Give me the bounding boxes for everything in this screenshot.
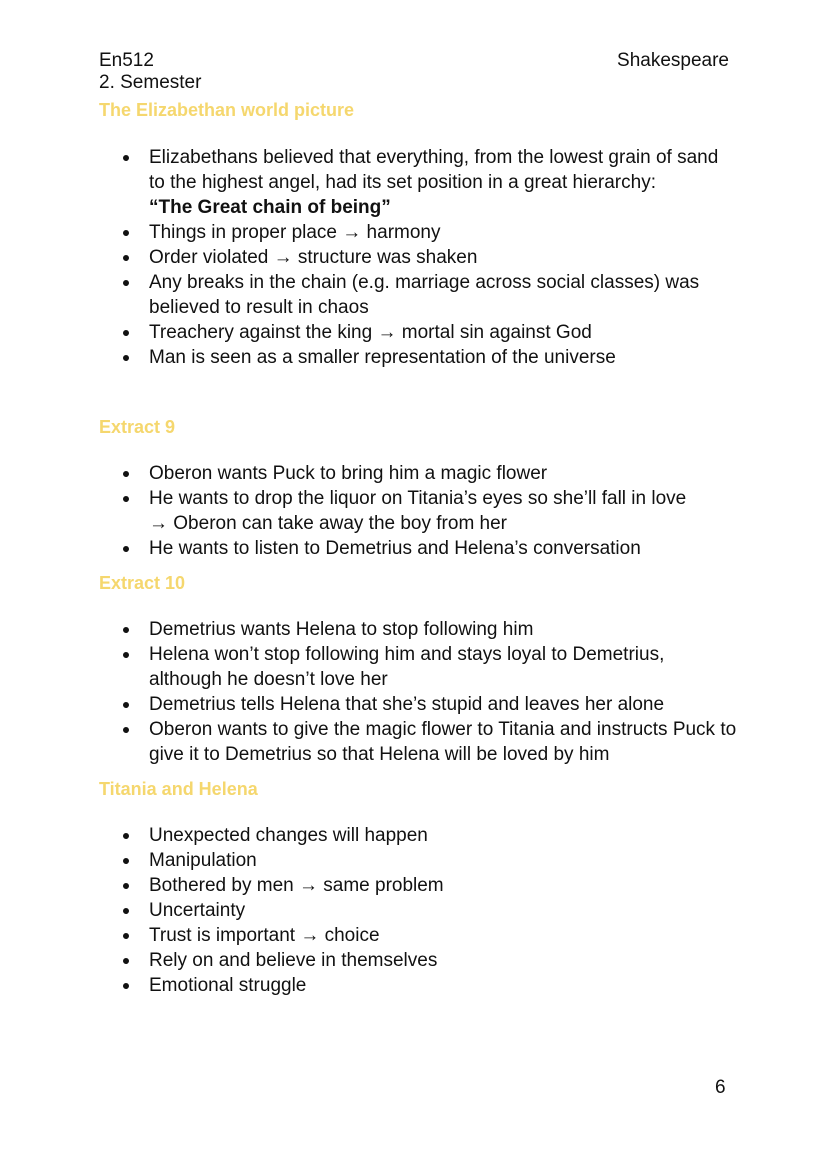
section-heading-extract-9: Extract 9: [99, 417, 176, 437]
list-item: [99, 973, 739, 998]
list-item-text: Things in proper place → harmony: [149, 222, 441, 243]
list-item-text: Oberon wants Puck to bring him a magic flower: [149, 463, 548, 484]
bullet-icon: [123, 546, 129, 552]
section-heading-elizabethan-world-picture: The Elizabethan world picture: [99, 100, 355, 120]
list-item: [99, 270, 739, 320]
bullet-icon: [123, 983, 129, 989]
bullet-list-extract-10: [99, 617, 739, 767]
bullet-icon: [123, 330, 129, 336]
list-item-text: Unexpected changes will happen: [149, 825, 428, 846]
list-item: [99, 461, 739, 486]
list-item-text: Treachery against the king → mortal sin against God: [149, 322, 592, 343]
section-heading-titania-and-helena: Titania and Helena: [99, 779, 258, 799]
list-item: [99, 873, 739, 898]
bullet-icon: [123, 652, 129, 658]
list-item: [99, 717, 739, 767]
list-item: [99, 245, 739, 270]
list-item: [99, 320, 739, 345]
list-item-text: Oberon wants to give the magic flower to Titania and instructs Puck to give it to Demetrius so that Helena will be loved by him: [149, 719, 737, 765]
bullet-icon: [123, 833, 129, 839]
list-item-text: He wants to drop the liquor on Titania’s eyes so she’ll fall in love: [149, 488, 687, 509]
list-item: [99, 617, 739, 642]
list-item-text: Rely on and believe in themselves: [149, 950, 438, 971]
bullet-icon: [123, 727, 129, 733]
list-item-text: Trust is important → choice: [149, 925, 380, 946]
page-header: [99, 50, 729, 72]
bullet-list-titania-helena: [99, 823, 739, 998]
bullet-icon: [123, 496, 129, 502]
list-item-text: Demetrius tells Helena that she’s stupid and leaves her alone: [149, 694, 665, 715]
list-item: [99, 486, 739, 536]
list-item: [99, 923, 739, 948]
bullet-icon: [123, 627, 129, 633]
bullet-icon: [123, 858, 129, 864]
bullet-icon: [123, 933, 129, 939]
bullet-icon: [123, 958, 129, 964]
list-item-text: He wants to listen to Demetrius and Helena’s conversation: [149, 538, 641, 559]
bullet-icon: [123, 280, 129, 286]
list-item-text: Order violated → structure was shaken: [149, 247, 478, 268]
semester-label: 2. Semester: [99, 72, 202, 93]
list-item: [99, 220, 739, 245]
list-item: [99, 848, 739, 873]
page-number: 6: [715, 1077, 726, 1098]
bullet-icon: [123, 355, 129, 361]
list-item-continuation: → Oberon can take away the boy from her: [149, 513, 508, 534]
bullet-icon: [123, 471, 129, 477]
list-item-text: Emotional struggle: [149, 975, 307, 996]
great-chain-quote: “The Great chain of being”: [149, 197, 391, 218]
course-code: En512: [99, 50, 154, 71]
bullet-icon: [123, 883, 129, 889]
list-item-text: Uncertainty: [149, 900, 246, 921]
list-item-text: Elizabethans believed that everything, from the lowest grain of sand to the highest angel, had its set position in a great hierarchy:: [149, 147, 719, 193]
list-item: [99, 536, 739, 561]
bullet-list-elizabethan: [99, 145, 739, 370]
list-item: [99, 642, 739, 692]
list-item-text: Any breaks in the chain (e.g. marriage across social classes) was believed to result in chaos: [149, 272, 700, 318]
section-heading-extract-10: Extract 10: [99, 573, 186, 593]
list-item-text: Helena won’t stop following him and stays loyal to Demetrius, although he doesn’t love her: [149, 644, 665, 690]
bullet-icon: [123, 230, 129, 236]
list-item: [99, 898, 739, 923]
list-item: [99, 345, 739, 370]
list-item-text: Demetrius wants Helena to stop following him: [149, 619, 534, 640]
list-item: [99, 145, 739, 220]
list-item: [99, 823, 739, 848]
subject-title: Shakespeare: [617, 50, 729, 71]
list-item-text: Manipulation: [149, 850, 257, 871]
list-item-text: Bothered by men → same problem: [149, 875, 444, 896]
bullet-icon: [123, 702, 129, 708]
bullet-list-extract-9: [99, 461, 739, 561]
list-item: [99, 948, 739, 973]
list-item: [99, 692, 739, 717]
bullet-icon: [123, 255, 129, 261]
bullet-icon: [123, 908, 129, 914]
list-item-text: Man is seen as a smaller representation of the universe: [149, 347, 616, 368]
bullet-icon: [123, 155, 129, 161]
